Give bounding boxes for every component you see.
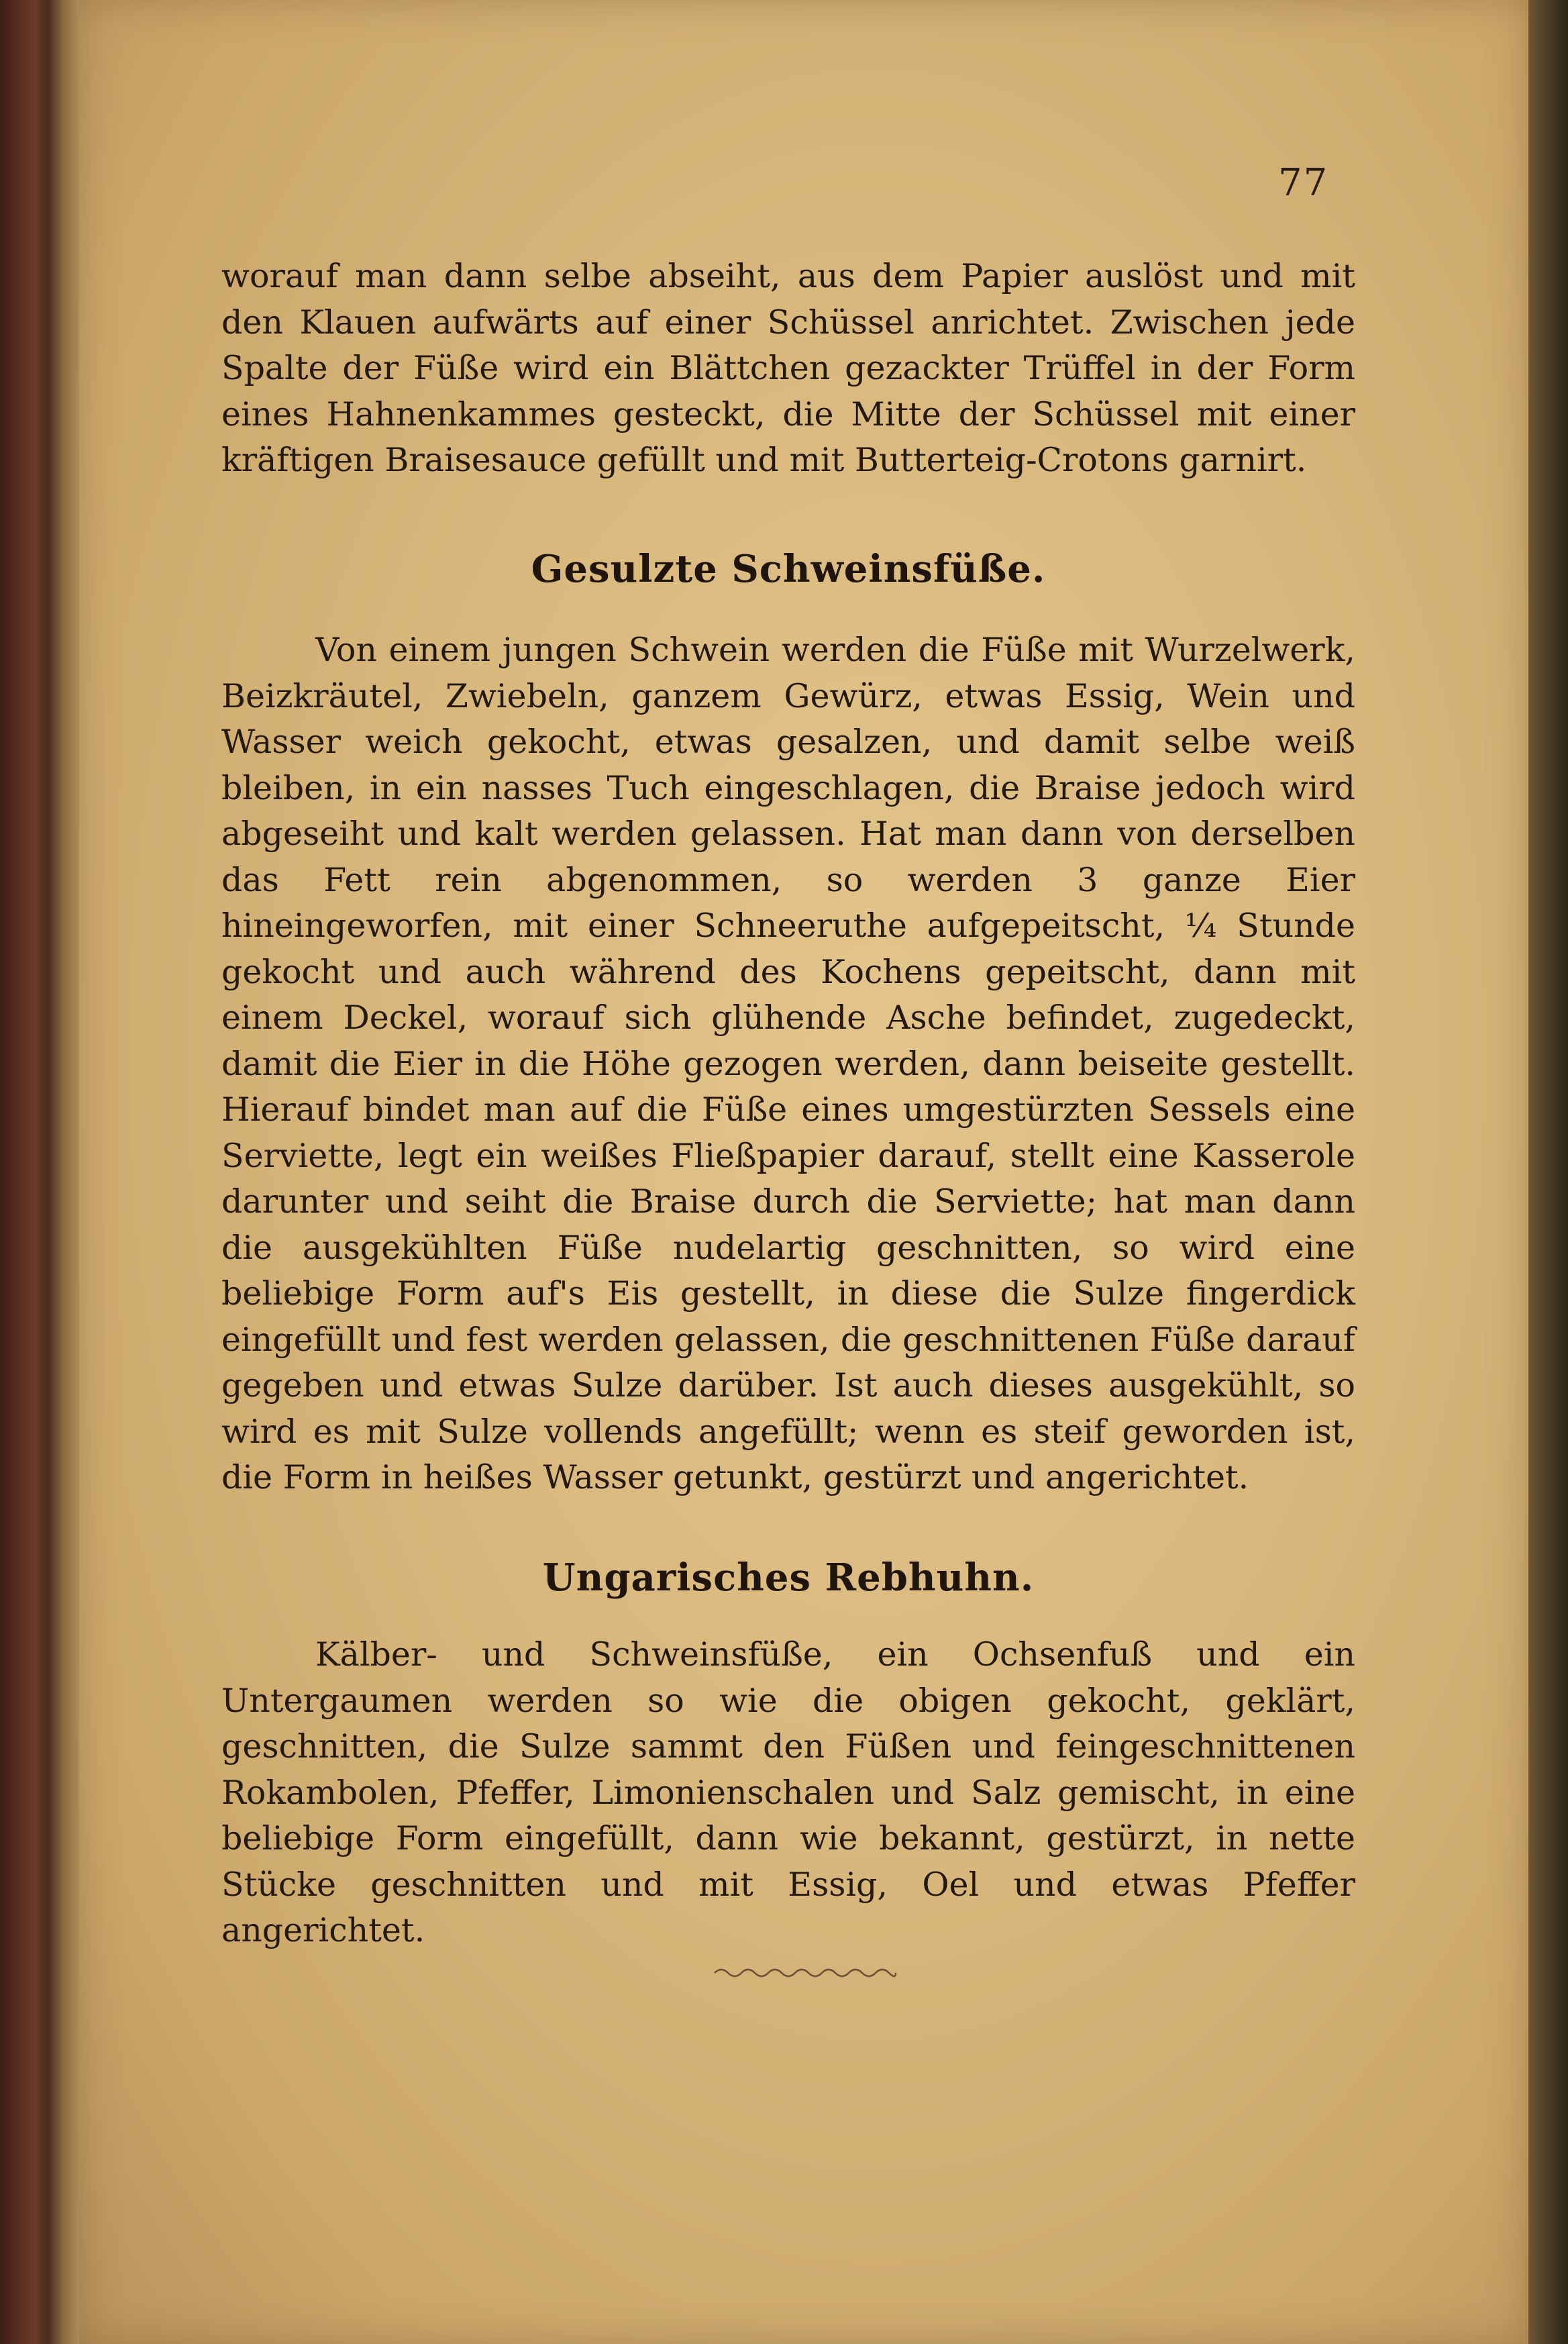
- right-page-edge: [1528, 0, 1568, 2344]
- section1-paragraph-block: [221, 627, 1355, 1501]
- section1-paragraph: Von einem jungen Schwein werden die Füße mit Wurzelwerk, Beizkräutel, Zwiebeln, ganzem Gewürz, etwas Essig, Wein und Wasser weich gekocht, etwas gesalzen, und damit selbe weiß bleiben, in ein nasses Tuch eingeschlagen, die Braise jedoch wird abgeseiht und kalt werden gelassen. Hat man dann von derselben das Fett rein abgenommen, so werden 3 ganze Eier hineingeworfen, mit einer Schneeruthe aufgepeitscht, ¼ Stunde gekocht und auch während des Kochens gepeitscht, dann mit einem Deckel, worauf sich glühende Asche befindet, zugedeckt, damit die Eier in die Höhe gezogen werden, dann beiseite gestellt. Hierauf bindet man auf die Füße eines umgestürzten Sessels eine Serviette, legt ein weißes Fließpapier darauf, stellt eine Kasserole darunter und seiht die Braise durch die Serviette; hat man dann die ausgekühlten Füße nudelartig geschnitten, so wird eine beliebige Form auf's Eis gestellt, in diese die Sulze fingerdick eingefüllt und fest werden gelassen, die geschnittenen Füße darauf gegeben und etwas Sulze darüber. Ist auch dieses ausgekühlt, so wird es mit Sulze vollends angefüllt; wenn es steif geworden ist, die Form in heißes Wasser getunkt, gestürzt und angerichtet.: [221, 631, 1355, 1496]
- intro-paragraph: worauf man dann selbe abseiht, aus dem Papier auslöst und mit den Klauen aufwärts auf einer Schüssel anrichtet. Zwischen jede Spalte der Füße wird ein Blättchen gezackter Trüffel in der Form eines Hahnenkammes gesteckt, die Mitte der Schüssel mit einer kräftigen Braisesauce gefüllt und mit Butterteig-Crotons garnirt.: [221, 257, 1355, 479]
- section2-paragraph-block: [221, 1632, 1355, 1954]
- section-heading-ungarisches-rebhuhn: Ungarisches Rebhuhn.: [542, 1556, 1035, 1600]
- section-heading-gesulzte-schweinsfuesse: Gesulzte Schweinsfüße.: [531, 547, 1046, 591]
- page-number: 77: [1278, 161, 1329, 205]
- section2-paragraph: Kälber- und Schweinsfüße, ein Ochsenfuß und ein Untergaumen werden so wie die obigen gekocht, geklärt, geschnitten, die Sulze sammt den Füßen und feingeschnittenen Rokambolen, Pfeffer, Limonienschalen und Salz gemischt, in eine beliebige Form eingefüllt, dann wie bekannt, gestürzt, in nette Stücke geschnitten und mit Essig, Oel und etwas Pfeffer angerichtet.: [221, 1635, 1355, 1949]
- intro-paragraph-block: [221, 254, 1355, 484]
- book-binding: [0, 0, 64, 2344]
- wavy-rule-ornament-icon: [711, 1963, 899, 1983]
